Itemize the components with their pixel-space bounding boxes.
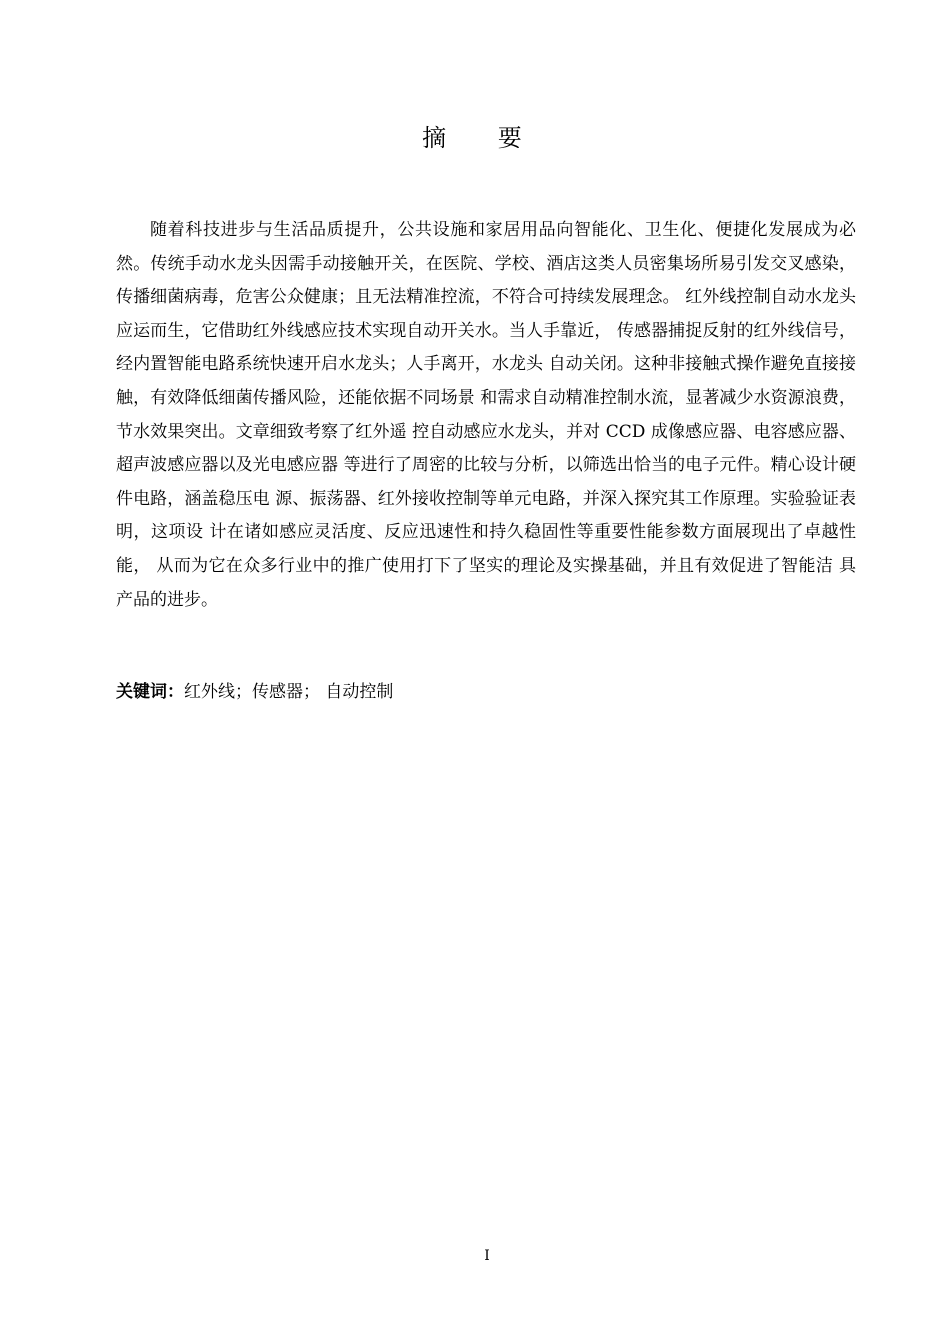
abstract-title: 摘 要 — [422, 124, 544, 152]
keywords-text: 红外线；传感器； 自动控制 — [184, 682, 394, 702]
keywords-line — [116, 676, 856, 708]
keywords-label: 关键词： — [116, 682, 184, 702]
page-number: I — [484, 1248, 490, 1264]
abstract-paragraph: 随着科技进步与生活品质提升，公共设施和家居用品向智能化、卫生化、便捷化发展成为必然。传统手动水龙头因需手动接触开关，在医院、学校、酒店这类人员密集场所易引发交叉感染，传播细菌病毒，危害公众健康；且无法精准控流，不符合可持续发展理念。 红外线控制自动水龙头应运而生，它借助红外线感应技术实现自动开关水。当人手靠近， 传感器捕捉反射的红外线信号，经内置智能电路系统快速开启水龙头；人手离开，水龙头 自动关闭。这种非接触式操作避免直接接触，有效降低细菌传播风险，还能依据不同场景 和需求自动精准控制水流，显著减少水资源浪费，节水效果突出。文章细致考察了红外遥 控自动感应水龙头，并对 CCD 成像感应器、电容感应器、超声波感应器以及光电感应器 等进行了周密的比较与分析，以筛选出恰当的电子元件。精心设计硬件电路，涵盖稳压电 源、振荡器、红外接收控制等单元电路，并深入探究其工作原理。实验验证表明，这项设 计在诸如感应灵活度、反应迅速性和持久稳固性等重要性能参数方面展现出了卓越性能， 从而为它在众多行业中的推广使用打下了坚实的理论及实操基础，并且有效促进了智能洁 具产品的进步。 — [116, 220, 856, 610]
